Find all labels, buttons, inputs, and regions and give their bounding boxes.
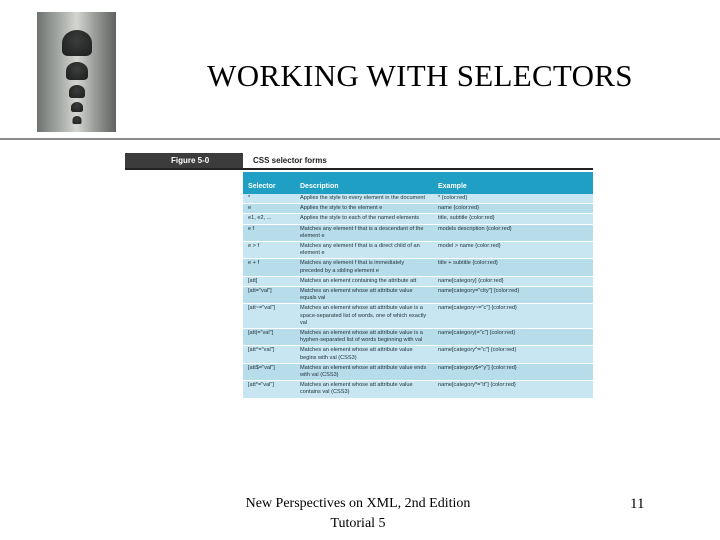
cell-description: Matches an element whose att attribute value is a hyphen-separated list of words beginning with val xyxy=(300,330,423,344)
cell-example: name[category|="c"] {color:red} xyxy=(438,330,516,337)
figure-label: Figure 5-0 xyxy=(125,153,243,168)
cell-selector: [att="val"] xyxy=(248,288,272,295)
cell-selector: e f xyxy=(248,225,255,232)
cell-description: Matches an element whose att attribute value ends with val (CSS3) xyxy=(300,364,427,379)
cell-description: Matches any element f that is a descendant of the element e xyxy=(300,225,424,239)
cell-example: name {color:red} xyxy=(438,205,480,212)
table-row xyxy=(243,242,593,259)
cell-example: * {color:red} xyxy=(438,195,468,201)
cell-selector: [att$="val"] xyxy=(248,364,275,371)
footer-book-title: New Perspectives on XML, 2nd Edition xyxy=(245,496,471,511)
selector-table xyxy=(243,172,593,399)
slide-footer xyxy=(240,494,476,534)
cell-description: Matches any element f that is a direct child of an element e xyxy=(300,243,420,257)
header-photo xyxy=(37,12,116,132)
table-row xyxy=(243,259,593,276)
figure-caption: CSS selector forms xyxy=(253,156,327,165)
cell-selector: e xyxy=(248,205,252,212)
cell-selector: [att~="val"] xyxy=(248,305,275,312)
cell-example: name[category*="it"] {color:red} xyxy=(438,382,516,389)
table-row xyxy=(243,364,593,381)
css-selector-figure xyxy=(125,153,593,483)
cell-example: name[category="city"] {color:red} xyxy=(438,288,520,295)
cell-example: title + subtitle {color:red} xyxy=(438,260,498,267)
figure-gutter xyxy=(125,170,243,483)
cell-description: Applies the style to each of the named elements xyxy=(300,215,420,222)
cell-selector: * xyxy=(248,195,251,201)
cell-example: name[category^="c"] {color:red} xyxy=(438,347,517,354)
table-row xyxy=(243,329,593,346)
table-row xyxy=(243,194,593,204)
table-row xyxy=(243,304,593,329)
cell-selector: [att^="val"] xyxy=(248,347,275,354)
table-row xyxy=(243,287,593,304)
cell-selector: e > f xyxy=(248,243,260,250)
cell-description: Applies the style to the element e xyxy=(300,205,383,212)
cell-description: Matches an element whose att attribute value begins with val (CSS3) xyxy=(300,347,413,361)
cell-example: models description {color:red} xyxy=(438,225,512,232)
footer-tutorial: Tutorial 5 xyxy=(330,516,386,531)
cell-selector: e + f xyxy=(248,260,260,267)
cell-description: Matches an element whose att attribute value contains val (CSS3) xyxy=(300,382,413,396)
table-body xyxy=(243,194,593,399)
cell-selector: [att|="val"] xyxy=(248,330,274,337)
cell-selector: [att] xyxy=(248,277,258,284)
table-row xyxy=(243,204,593,214)
cell-example: model > name {color:red} xyxy=(438,243,501,250)
cell-example: name[category] {color:red} xyxy=(438,277,504,284)
cell-description: Matches an element whose att attribute value equals val xyxy=(300,288,413,302)
table-row xyxy=(243,346,593,363)
table-header-row xyxy=(243,172,593,194)
cell-example: name[category~="c"] {color:red} xyxy=(438,305,517,312)
cell-description: Matches an element containing the attribute att xyxy=(300,277,417,284)
table-row xyxy=(243,214,593,224)
column-header-selector: Selector xyxy=(248,183,276,190)
cell-selector: e1, e2, ... xyxy=(248,215,272,222)
table-row xyxy=(243,277,593,287)
cell-description: Applies the style to every element in the document xyxy=(300,195,425,201)
cell-description: Matches any element f that is immediately preceded by a sibling element e xyxy=(300,260,405,274)
page-number: 11 xyxy=(630,496,645,512)
figure-header xyxy=(125,153,593,170)
cell-example: title, subtitle {color:red} xyxy=(438,215,495,222)
title-divider xyxy=(0,138,720,140)
column-header-example: Example xyxy=(438,183,467,190)
cell-selector: [att*="val"] xyxy=(248,382,274,389)
column-header-description: Description xyxy=(300,183,339,190)
cell-example: name[category$="y"] {color:red} xyxy=(438,364,517,371)
slide-title: WORKING WITH SELECTORS xyxy=(207,58,633,93)
table-row xyxy=(243,381,593,398)
table-row xyxy=(243,225,593,242)
cell-description: Matches an element whose att attribute value is a space-separated list of words, one of which exactly val xyxy=(300,305,427,326)
